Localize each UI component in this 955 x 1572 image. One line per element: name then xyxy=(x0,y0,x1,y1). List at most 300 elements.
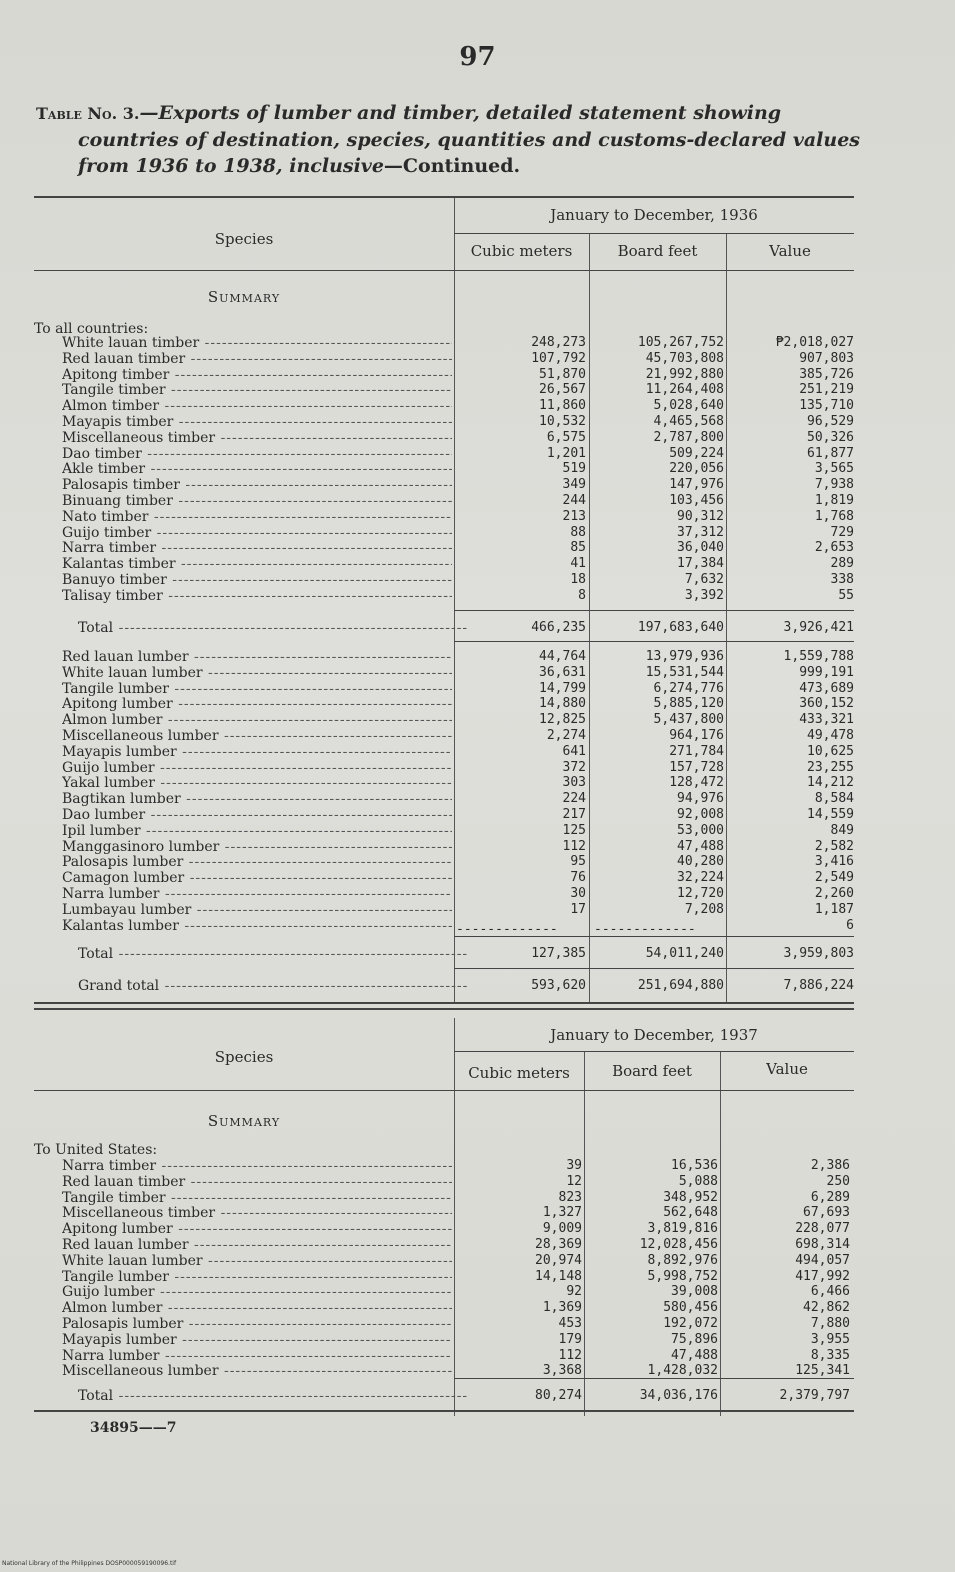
species-cell: Nato timber ----- xyxy=(62,509,452,525)
header-bottom-rule xyxy=(34,270,854,271)
cubic-meters-cell: 127,385 xyxy=(531,946,586,961)
page-number: 97 xyxy=(459,42,496,72)
species-cell: Bagtikan lumber ----- xyxy=(62,791,452,807)
board-feet-cell: 220,056 xyxy=(669,461,724,477)
table-row xyxy=(34,572,854,588)
table-row xyxy=(34,446,854,462)
header-bottom-rule xyxy=(34,1090,854,1091)
cubic-meters-cell: 303 xyxy=(562,775,586,791)
species-cell: White lauan lumber ----- xyxy=(62,665,452,681)
species-cell: Red lauan lumber ----- xyxy=(62,649,452,665)
board-feet-cell: 12,028,456 xyxy=(639,1237,718,1252)
board-feet-cell: 3,392 xyxy=(684,587,724,603)
species-cell: Tangile lumber ----- xyxy=(62,681,452,697)
header-rule xyxy=(454,1051,854,1052)
species-cell: Mayapis lumber ----- xyxy=(62,1332,452,1348)
table-row xyxy=(34,540,854,556)
species-cell: Tangile timber ----- xyxy=(62,382,452,398)
cubic-meters-cell: 179 xyxy=(558,1331,582,1347)
table-bottom-rule xyxy=(34,1410,854,1412)
cubic-meters-cell: 244 xyxy=(562,493,586,508)
cubic-meters-cell: 95 xyxy=(570,854,586,870)
table-1936 xyxy=(34,196,854,1006)
table-row xyxy=(34,1316,854,1332)
value-cell: 360,152 xyxy=(799,696,854,712)
cubic-meters-cell: 85 xyxy=(570,540,586,556)
board-feet-cell: 21,992,880 xyxy=(645,366,724,382)
value-cell: 96,529 xyxy=(807,414,854,429)
table-row xyxy=(34,712,854,728)
cubic-meters-cell: 9,009 xyxy=(542,1221,582,1237)
cubic-meters-cell: 20,974 xyxy=(535,1252,582,1268)
board-feet-cell: 7,632 xyxy=(684,572,724,587)
board-feet-cell: 128,472 xyxy=(669,775,724,791)
species-cell: Binuang timber ----- xyxy=(62,493,452,509)
species-cell: Miscellaneous timber ----- xyxy=(62,1205,452,1221)
value-cell: 385,726 xyxy=(799,366,854,382)
print-job-id: 34895——7 xyxy=(90,1420,177,1436)
cubic-meters-cell: 3,368 xyxy=(542,1363,582,1379)
board-feet-cell: 13,979,936 xyxy=(645,649,724,664)
cubic-meters-cell: 12 xyxy=(566,1173,582,1189)
board-feet-cell: 45,703,808 xyxy=(645,350,724,366)
value-cell: 1,768 xyxy=(814,508,854,524)
species-cell: Kalantas timber ----- xyxy=(62,556,452,572)
cubic-meters-cell: 80,274 xyxy=(535,1388,582,1403)
value-cell: 1,819 xyxy=(814,493,854,508)
table-row xyxy=(34,1300,854,1316)
board-feet-cell: 348,952 xyxy=(663,1189,718,1205)
cubic-meters-header: Cubic meters xyxy=(468,1064,570,1082)
species-cell: Total ----- xyxy=(78,1388,468,1404)
board-feet-cell: 5,437,800 xyxy=(653,712,724,728)
cubic-meters-cell: 6,575 xyxy=(546,429,586,445)
cubic-meters-cell: 641 xyxy=(562,743,586,759)
value-cell: 3,955 xyxy=(810,1331,850,1347)
table-bottom-rule xyxy=(34,1002,854,1004)
table-row xyxy=(34,839,854,855)
cubic-meters-cell: 10,532 xyxy=(539,414,586,429)
board-feet-cell: 47,488 xyxy=(671,1347,718,1363)
table-row xyxy=(34,398,854,414)
table-row xyxy=(34,886,854,902)
table-row xyxy=(34,1332,854,1348)
cubic-meters-cell: 88 xyxy=(570,524,586,540)
species-header: Species xyxy=(214,230,274,248)
board-feet-cell: 964,176 xyxy=(669,728,724,743)
value-cell: 23,255 xyxy=(807,759,854,775)
board-feet-cell: 251,694,880 xyxy=(637,978,724,993)
caption-line-2: countries of destination, species, quantities and customs-declared values xyxy=(78,129,860,151)
value-cell: 67,693 xyxy=(803,1205,850,1221)
board-feet-cell: 157,728 xyxy=(669,759,724,775)
board-feet-cell: 8,892,976 xyxy=(647,1252,718,1268)
board-feet-cell: 15,531,544 xyxy=(645,664,724,680)
species-cell: Narra timber ----- xyxy=(62,540,452,556)
value-cell: 1,187 xyxy=(814,901,854,917)
caption-continued: —Continued. xyxy=(383,155,521,177)
species-cell: Ipil lumber ----- xyxy=(62,823,452,839)
value-header: Value xyxy=(769,242,811,260)
table-row xyxy=(34,744,854,760)
species-cell: Dao timber ----- xyxy=(62,446,452,462)
species-cell: Kalantas lumber ----- xyxy=(62,918,452,934)
cubic-meters-cell: 1,327 xyxy=(542,1205,582,1221)
table-row xyxy=(34,1174,854,1190)
table-row xyxy=(34,1348,854,1364)
summary-heading: Summary xyxy=(207,288,281,306)
table-row xyxy=(34,902,854,918)
board-feet-cell: 7,208 xyxy=(684,901,724,917)
board-feet-cell: 53,000 xyxy=(677,822,724,838)
board-feet-cell: 16,536 xyxy=(671,1158,718,1173)
value-cell: 729 xyxy=(830,524,854,540)
board-feet-cell: 4,465,568 xyxy=(653,414,724,429)
value-cell: 42,862 xyxy=(803,1300,850,1316)
table-row xyxy=(34,509,854,525)
subtotal-rule xyxy=(454,936,854,937)
board-feet-cell: 103,456 xyxy=(669,493,724,508)
species-cell: Mayapis timber ----- xyxy=(62,414,452,430)
board-feet-header: Board feet xyxy=(617,242,698,260)
value-cell: 433,321 xyxy=(799,712,854,728)
cubic-meters-cell: 14,880 xyxy=(539,696,586,712)
species-cell: Red lauan timber ----- xyxy=(62,351,452,367)
value-cell: 135,710 xyxy=(799,398,854,414)
cubic-meters-cell: 466,235 xyxy=(531,620,586,635)
board-feet-cell: 75,896 xyxy=(671,1331,718,1347)
cubic-meters-cell: 8 xyxy=(578,587,586,603)
value-cell: 125,341 xyxy=(795,1363,850,1379)
value-cell: 494,057 xyxy=(795,1252,850,1268)
board-feet-cell: 5,998,752 xyxy=(647,1268,718,1284)
period-header: January to December, 1936 xyxy=(550,206,758,224)
cubic-meters-cell: 823 xyxy=(558,1189,582,1205)
board-feet-cell: 2,787,800 xyxy=(653,429,724,445)
value-cell: 473,689 xyxy=(799,680,854,696)
table-row xyxy=(34,791,854,807)
table-row xyxy=(34,414,854,430)
cubic-meters-cell: 76 xyxy=(570,870,586,886)
species-cell: Mayapis lumber ----- xyxy=(62,744,452,760)
value-cell: 251,219 xyxy=(799,382,854,398)
value-cell: 55 xyxy=(838,587,854,603)
cubic-meters-cell: 41 xyxy=(570,556,586,572)
table-row xyxy=(34,1205,854,1221)
table-row xyxy=(34,493,854,509)
table-row xyxy=(34,775,854,791)
board-feet-cell: 94,976 xyxy=(677,791,724,807)
species-cell: Tangile lumber ----- xyxy=(62,1269,452,1285)
value-cell: 417,992 xyxy=(795,1268,850,1284)
value-cell: 3,926,421 xyxy=(783,620,854,635)
cubic-meters-cell: 14,148 xyxy=(535,1268,582,1284)
board-feet-cell: 509,224 xyxy=(669,445,724,461)
species-cell: Palosapis lumber ----- xyxy=(62,854,452,870)
board-feet-cell: 1,428,032 xyxy=(647,1363,718,1379)
caption-line-3: from 1936 to 1938, inclusive xyxy=(78,155,384,177)
value-cell: ₱2,018,027 xyxy=(775,335,854,350)
cubic-meters-cell: 1,369 xyxy=(542,1300,582,1316)
species-cell: Narra timber ----- xyxy=(62,1158,452,1174)
table-row xyxy=(34,1284,854,1300)
value-cell: 6,289 xyxy=(810,1189,850,1205)
value-cell: 8,335 xyxy=(810,1347,850,1363)
table-row xyxy=(34,728,854,744)
table-row xyxy=(34,351,854,367)
value-cell: 7,938 xyxy=(814,477,854,493)
cubic-meters-cell: 17 xyxy=(570,901,586,917)
subtotal-rule xyxy=(454,610,854,611)
species-cell: White lauan lumber ----- xyxy=(62,1253,452,1269)
species-cell: Palosapis lumber ----- xyxy=(62,1316,452,1332)
cubic-meters-cell: 213 xyxy=(562,508,586,524)
dash-leader: ------------- xyxy=(456,922,558,937)
cubic-meters-header: Cubic meters xyxy=(470,242,573,260)
table-row xyxy=(34,556,854,572)
board-feet-cell: 3,819,816 xyxy=(647,1221,718,1237)
period-header: January to December, 1937 xyxy=(550,1026,758,1044)
table-top-rule xyxy=(34,196,854,198)
species-cell: Apitong timber ----- xyxy=(62,367,452,383)
board-feet-cell: 90,312 xyxy=(677,508,724,524)
table-row xyxy=(34,918,854,934)
board-feet-cell: 39,008 xyxy=(671,1284,718,1300)
cubic-meters-cell: 112 xyxy=(562,838,586,854)
cubic-meters-cell: 44,764 xyxy=(539,649,586,664)
group-heading: To all countries: xyxy=(34,321,149,337)
table-row xyxy=(34,367,854,383)
value-cell: 2,260 xyxy=(814,886,854,901)
value-cell: 2,549 xyxy=(814,870,854,886)
cubic-meters-cell: 1,201 xyxy=(546,445,586,461)
cubic-meters-cell: 112 xyxy=(558,1347,582,1363)
species-cell: Red lauan timber ----- xyxy=(62,1174,452,1190)
species-cell: Miscellaneous lumber ----- xyxy=(62,1363,452,1379)
value-cell: 907,803 xyxy=(799,350,854,366)
species-cell: Almon lumber ----- xyxy=(62,712,452,728)
table-row xyxy=(34,1190,854,1206)
total-row xyxy=(34,946,854,962)
board-feet-cell: 197,683,640 xyxy=(637,620,724,635)
header-rule xyxy=(454,233,854,234)
board-feet-cell: 147,976 xyxy=(669,477,724,493)
board-feet-cell: 36,040 xyxy=(677,540,724,556)
board-feet-cell: 5,885,120 xyxy=(653,696,724,712)
board-feet-cell: 37,312 xyxy=(677,524,724,540)
species-cell: Almon timber ----- xyxy=(62,398,452,414)
species-cell: Dao lumber ----- xyxy=(62,807,452,823)
table-row xyxy=(34,760,854,776)
table-row xyxy=(34,1363,854,1379)
board-feet-cell: 17,384 xyxy=(677,556,724,572)
cubic-meters-cell: 18 xyxy=(570,572,586,587)
board-feet-cell: 40,280 xyxy=(677,854,724,870)
value-cell: 49,478 xyxy=(807,728,854,743)
dash-leader: ------------- xyxy=(594,922,696,937)
species-cell: Guijo timber ----- xyxy=(62,525,452,541)
species-cell: Lumbayau lumber ----- xyxy=(62,902,452,918)
cubic-meters-cell: 349 xyxy=(562,477,586,493)
value-cell: 7,886,224 xyxy=(783,978,854,993)
species-cell: Narra lumber ----- xyxy=(62,886,452,902)
value-cell: 2,582 xyxy=(814,838,854,854)
table-row xyxy=(34,1158,854,1174)
board-feet-cell: 5,028,640 xyxy=(653,398,724,414)
species-cell: Talisay timber ----- xyxy=(62,588,452,604)
value-cell: 6 xyxy=(846,917,854,933)
species-cell: Manggasinoro lumber ----- xyxy=(62,839,452,855)
value-cell: 6,466 xyxy=(810,1284,850,1300)
value-cell: 999,191 xyxy=(799,664,854,680)
table-row xyxy=(34,588,854,604)
species-cell: Banuyo timber ----- xyxy=(62,572,452,588)
value-cell: 7,880 xyxy=(810,1316,850,1331)
cubic-meters-cell: 519 xyxy=(562,461,586,477)
table-row xyxy=(34,335,854,351)
cubic-meters-cell: 12,825 xyxy=(539,712,586,728)
value-cell: 250 xyxy=(826,1173,850,1189)
species-cell: Yakal lumber ----- xyxy=(62,775,452,791)
cubic-meters-cell: 2,274 xyxy=(546,728,586,743)
cubic-meters-cell: 28,369 xyxy=(535,1237,582,1252)
subtotal-rule xyxy=(454,641,854,642)
board-feet-cell: 562,648 xyxy=(663,1205,718,1221)
value-header: Value xyxy=(766,1060,808,1078)
board-feet-cell: 34,036,176 xyxy=(639,1388,718,1403)
board-feet-cell: 47,488 xyxy=(677,838,724,854)
total-row xyxy=(34,620,854,636)
table-row xyxy=(34,382,854,398)
value-cell: 289 xyxy=(830,556,854,572)
table-row xyxy=(34,854,854,870)
cubic-meters-cell: 11,860 xyxy=(539,398,586,414)
table-label: Table No. 3. xyxy=(36,104,140,123)
value-cell: 2,379,797 xyxy=(779,1388,850,1403)
board-feet-cell: 54,011,240 xyxy=(645,946,724,961)
value-cell: 2,653 xyxy=(814,540,854,556)
table-row xyxy=(34,696,854,712)
table-row xyxy=(34,430,854,446)
table-double-rule xyxy=(34,1008,854,1010)
board-feet-cell: 11,264,408 xyxy=(645,382,724,398)
table-row xyxy=(34,1221,854,1237)
total-row xyxy=(34,1388,854,1404)
species-cell: Total ----- xyxy=(78,620,468,636)
value-cell: 50,326 xyxy=(807,429,854,445)
cubic-meters-cell: 453 xyxy=(558,1316,582,1331)
species-cell: Narra lumber ----- xyxy=(62,1348,452,1364)
cubic-meters-cell: 107,792 xyxy=(531,350,586,366)
board-feet-header: Board feet xyxy=(612,1062,692,1080)
value-cell: 14,559 xyxy=(807,807,854,822)
cubic-meters-cell: 217 xyxy=(562,807,586,822)
cubic-meters-cell: 125 xyxy=(562,822,586,838)
cubic-meters-cell: 248,273 xyxy=(531,335,586,350)
subtotal-rule xyxy=(454,1378,854,1379)
value-cell: 2,386 xyxy=(810,1158,850,1173)
cubic-meters-cell: 51,870 xyxy=(539,366,586,382)
value-cell: 1,559,788 xyxy=(783,649,854,664)
board-feet-cell: 580,456 xyxy=(663,1300,718,1316)
species-header: Species xyxy=(214,1048,274,1066)
cubic-meters-cell: 14,799 xyxy=(539,680,586,696)
species-cell: Tangile timber ----- xyxy=(62,1190,452,1206)
value-cell: 228,077 xyxy=(795,1221,850,1237)
summary-heading: Summary xyxy=(207,1112,281,1130)
species-cell: Apitong lumber ----- xyxy=(62,1221,452,1237)
value-cell: 61,877 xyxy=(807,445,854,461)
species-cell: Grand total ----- xyxy=(78,978,468,994)
species-cell: Total ----- xyxy=(78,946,468,962)
board-feet-cell: 6,274,776 xyxy=(653,680,724,696)
table-row xyxy=(34,870,854,886)
species-cell: Akle timber ----- xyxy=(62,461,452,477)
table-row xyxy=(34,681,854,697)
cubic-meters-cell: 372 xyxy=(562,759,586,775)
cubic-meters-cell: 92 xyxy=(566,1284,582,1300)
value-cell: 3,565 xyxy=(814,461,854,477)
species-cell: White lauan timber ----- xyxy=(62,335,452,351)
value-cell: 14,212 xyxy=(807,775,854,791)
cubic-meters-cell: 39 xyxy=(566,1158,582,1173)
table-row xyxy=(34,1253,854,1269)
cubic-meters-cell: 30 xyxy=(570,886,586,901)
board-feet-cell: 92,008 xyxy=(677,807,724,822)
table-row xyxy=(34,525,854,541)
table-row xyxy=(34,665,854,681)
table-caption xyxy=(36,100,866,179)
subtotal-rule xyxy=(454,968,854,969)
value-cell: 8,584 xyxy=(814,791,854,807)
total-row xyxy=(34,978,854,994)
value-cell: 10,625 xyxy=(807,743,854,759)
group-heading: To United States: xyxy=(34,1142,158,1158)
value-cell: 338 xyxy=(830,572,854,587)
species-cell: Camagon lumber ----- xyxy=(62,870,452,886)
board-feet-cell: 271,784 xyxy=(669,743,724,759)
table-row xyxy=(34,461,854,477)
species-cell: Palosapis timber ----- xyxy=(62,477,452,493)
value-cell: 3,959,803 xyxy=(783,946,854,961)
board-feet-cell: 105,267,752 xyxy=(637,335,724,350)
table-row xyxy=(34,1237,854,1253)
species-cell: Guijo lumber ----- xyxy=(62,1284,452,1300)
species-cell: Almon lumber ----- xyxy=(62,1300,452,1316)
caption-line-1: —Exports of lumber and timber, detailed statement showing xyxy=(139,102,782,124)
cubic-meters-cell: 593,620 xyxy=(531,978,586,993)
cubic-meters-cell: 26,567 xyxy=(539,382,586,398)
scan-credit: National Library of the Philippines DOSP000059190096.tif xyxy=(2,1560,177,1567)
board-feet-cell: 5,088 xyxy=(678,1173,718,1189)
board-feet-cell: 32,224 xyxy=(677,870,724,886)
species-cell: Miscellaneous timber ----- xyxy=(62,430,452,446)
cubic-meters-cell: 224 xyxy=(562,791,586,807)
board-feet-cell: 192,072 xyxy=(663,1316,718,1331)
value-cell: 3,416 xyxy=(814,854,854,870)
species-cell: Apitong lumber ----- xyxy=(62,696,452,712)
cubic-meters-cell: 36,631 xyxy=(539,664,586,680)
species-cell: Miscellaneous lumber ----- xyxy=(62,728,452,744)
species-cell: Red lauan lumber ----- xyxy=(62,1237,452,1253)
table-row xyxy=(34,807,854,823)
table-row xyxy=(34,649,854,665)
value-cell: 698,314 xyxy=(795,1237,850,1252)
table-row xyxy=(34,477,854,493)
board-feet-cell: 12,720 xyxy=(677,886,724,901)
species-cell: Guijo lumber ----- xyxy=(62,760,452,776)
table-row xyxy=(34,823,854,839)
